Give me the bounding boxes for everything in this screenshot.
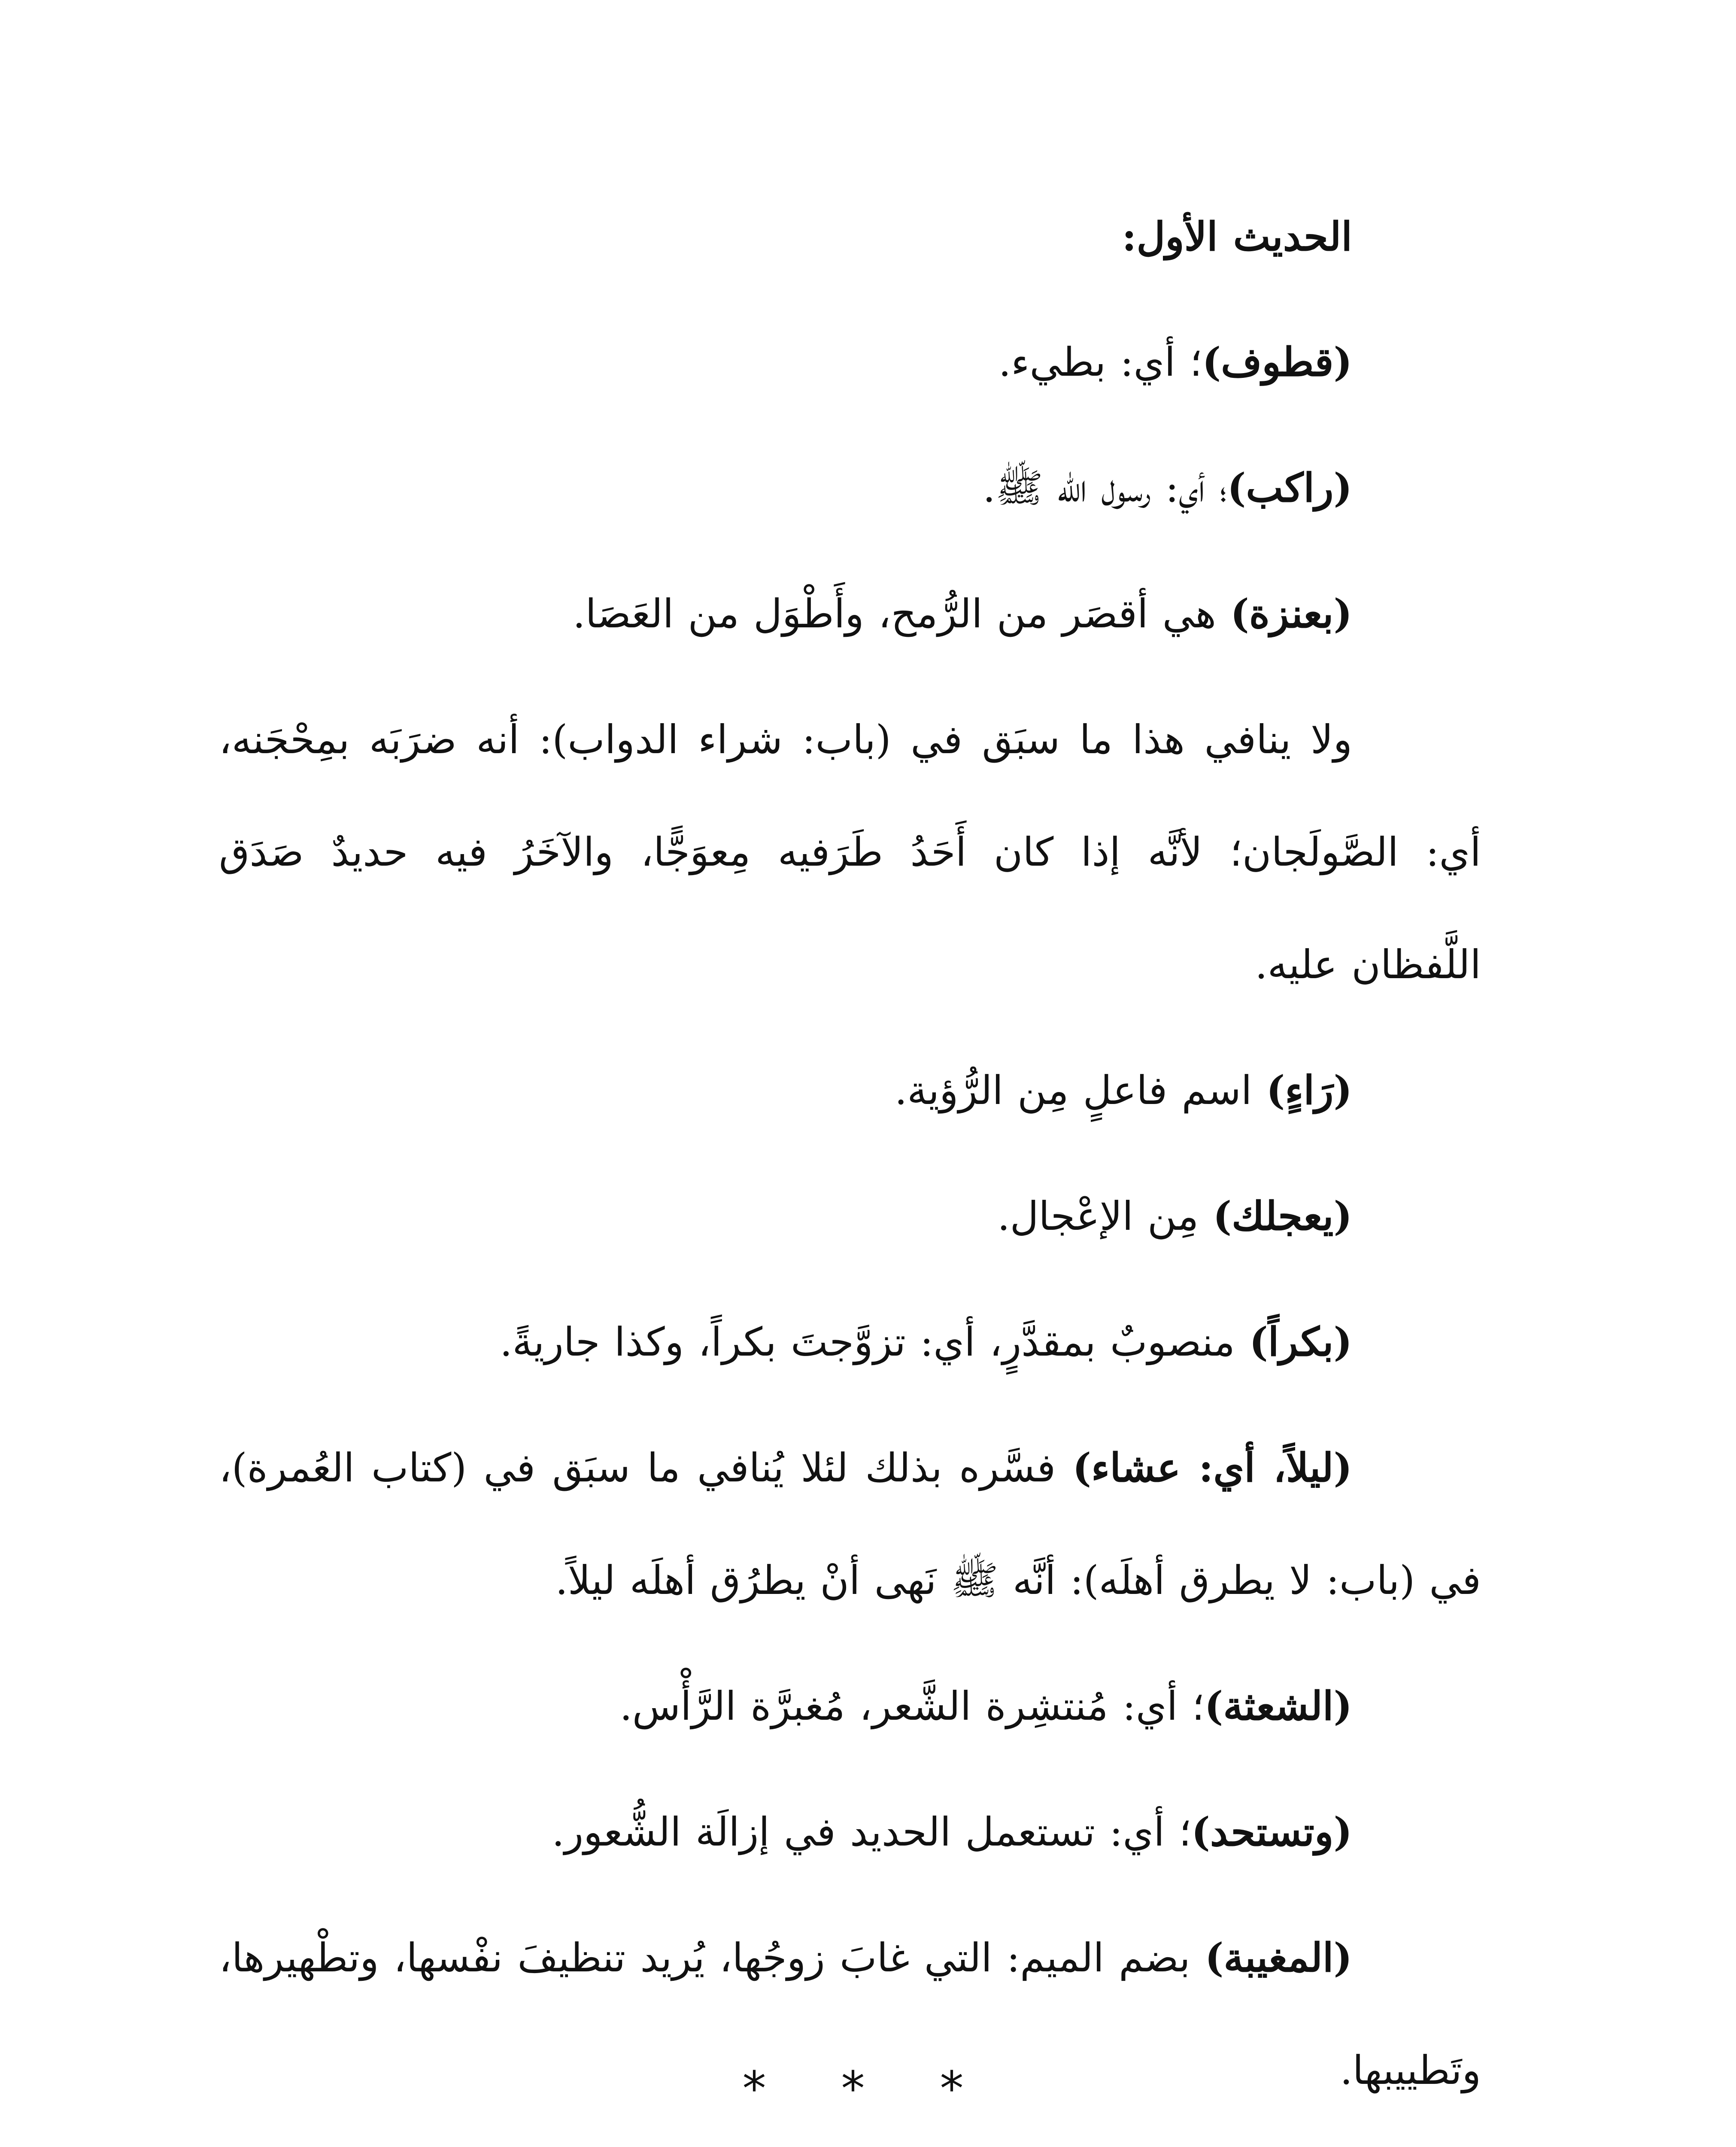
entry-text: ؛ أي: رسول الله ﷺ. — [983, 465, 1227, 511]
section-heading: الحديث الأول: — [1122, 213, 1352, 260]
entry-text: ولا ينافي هذا ما سبَق في (باب: شراء الدواب): أنه ضرَبَه بمِحْجَنه، أي: الصَّولَجان؛ لأنَّه إذا كان أَحَدُ طَرَفيه مِعوَجًّا، والآخَرُ فيه حديدٌ صَدَق اللَّفظان عليه. — [219, 717, 1481, 988]
section-separator: * * * — [742, 2061, 994, 2116]
entry-text: مِن الإعْجال. — [997, 1193, 1213, 1239]
entry-text: اسم فاعلٍ مِن الرُّؤية. — [894, 1067, 1266, 1113]
entry-term: (وتستحد) — [1191, 1809, 1352, 1855]
entry-term: (رَاءٍ) — [1266, 1067, 1352, 1113]
entry-term: (ليلاً، أي: عشاء) — [1072, 1445, 1352, 1491]
entry-term: (قطوف) — [1202, 339, 1352, 385]
entry-no-contradiction — [219, 683, 1481, 1021]
entry-text: هي أقصَر من الرُّمح، وأَطْوَل من العَصَا. — [573, 591, 1231, 637]
entry-bianaza — [219, 557, 1481, 670]
entry-text: ؛ أي: تستعمل الحديد في إزالَة الشُّعور. — [552, 1809, 1192, 1855]
entry-term: (المغيبة) — [1205, 1934, 1352, 1981]
entry-qatuf — [219, 306, 1481, 419]
entry-text: بضم الميم: التي غابَ زوجُها، يُريد تنظيفَ نفْسها، وتطْهيرها، وتَطييبها. — [219, 1935, 1481, 2093]
entry-text: ؛ أي: مُنتشِرة الشَّعر، مُغبرَّة الرَّأْس. — [619, 1683, 1205, 1729]
entry-yujiluk — [219, 1160, 1481, 1273]
entry-laylan — [219, 1411, 1481, 1637]
entry-term: (الشعثة) — [1204, 1683, 1352, 1729]
entry-term: (راكب) — [1227, 465, 1352, 511]
entry-shaitha — [219, 1650, 1481, 1763]
entry-term: (بكراً) — [1249, 1319, 1352, 1365]
entry-text: ؛ أي: بطيء. — [999, 339, 1202, 385]
entry-text: منصوبٌ بمقدَّرٍ، أي: تزوَّجتَ بكراً، وكذا جاريةً. — [500, 1319, 1250, 1365]
entry-bikran — [219, 1286, 1481, 1399]
entry-text: فسَّره بذلك لئلا يُنافي ما سبَق في (كتاب العُمرة)، في (باب: لا يطرق أهلَه): أنَّه ﷺ نَهى أنْ يطرُق أهلَه ليلاً. — [219, 1445, 1481, 1603]
page-body — [219, 180, 1481, 2140]
entry-tastahid — [219, 1776, 1481, 1889]
entry-term: (بعنزة) — [1230, 590, 1352, 637]
entry-rakib — [219, 432, 1481, 544]
entry-raa — [219, 1034, 1481, 1147]
entry-term: (يعجلك) — [1213, 1193, 1352, 1239]
